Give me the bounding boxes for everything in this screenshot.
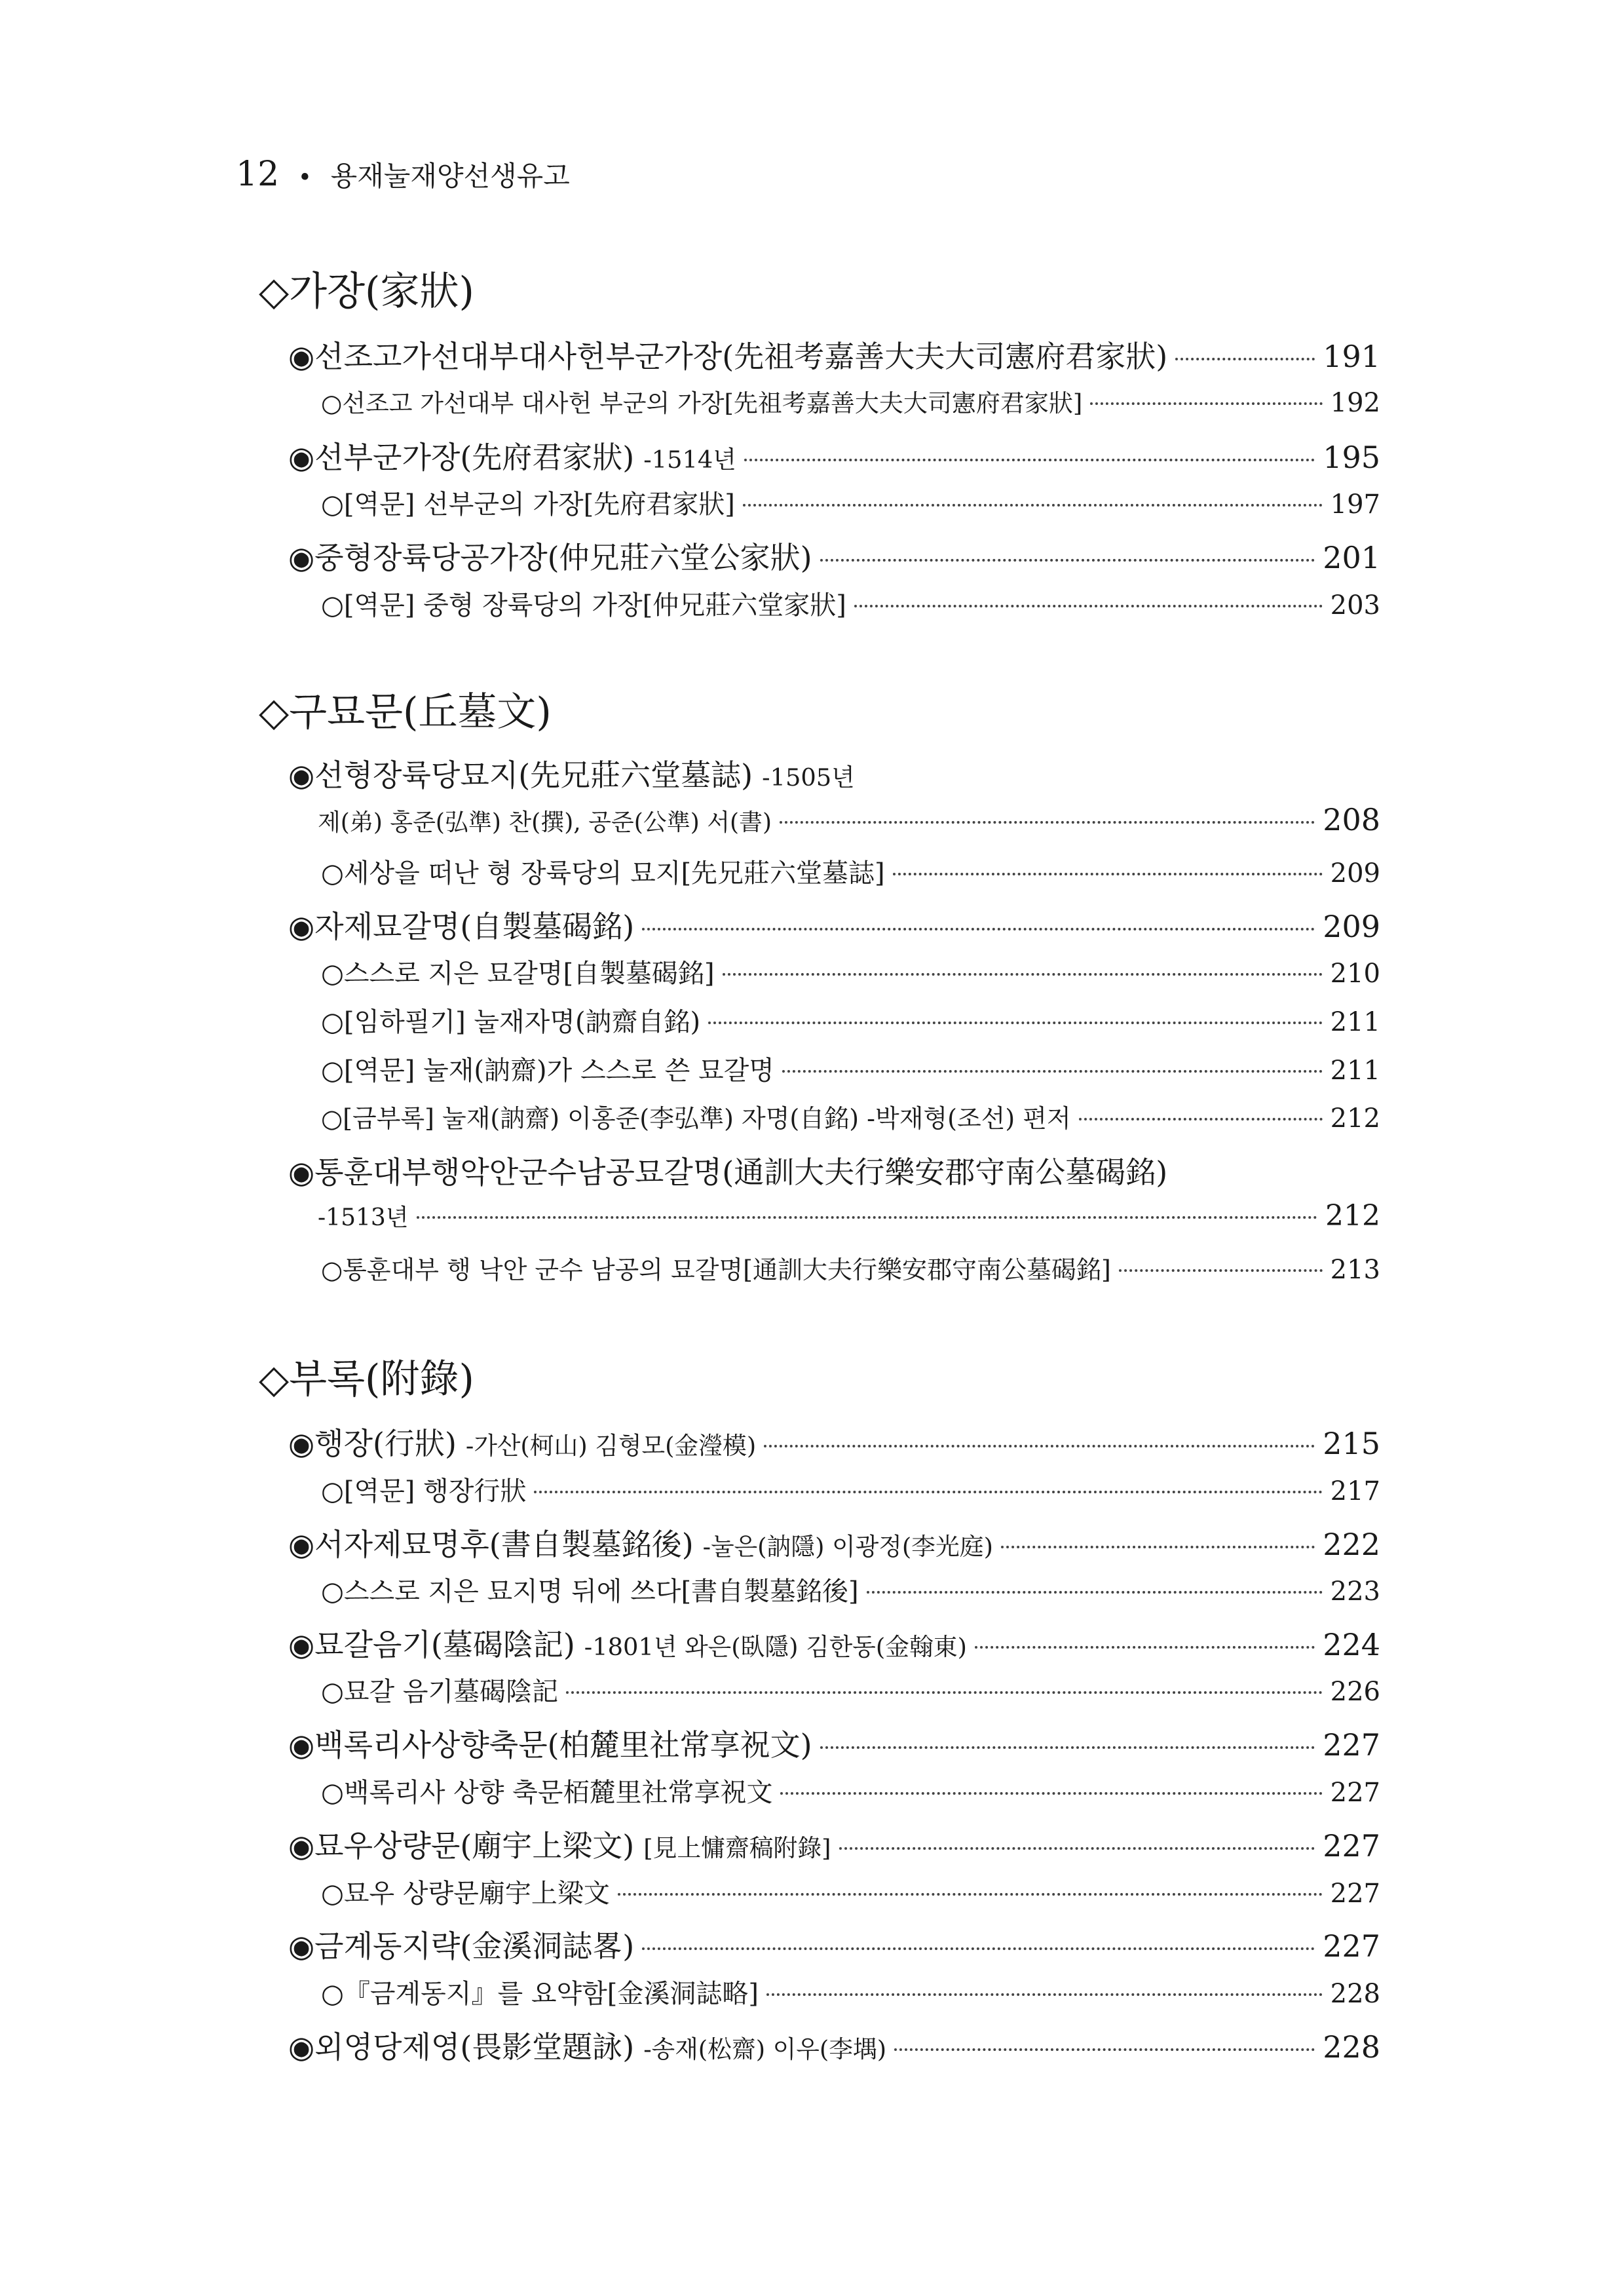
entry-title: ○스스로 지은 묘지명 뒤에 쓰다[書自製墓銘後] xyxy=(321,1577,859,1607)
dot-leader xyxy=(743,504,1323,507)
toc-entry[interactable] xyxy=(288,1822,1380,1863)
dot-leader xyxy=(780,821,1315,824)
entry-page: 201 xyxy=(1323,540,1380,575)
dot-leader xyxy=(780,1792,1322,1795)
toc-entry[interactable] xyxy=(288,1721,1380,1762)
toc-subentry[interactable] xyxy=(321,852,1380,893)
entry-note: -송재(松齋) 이우(李堣) xyxy=(643,2035,887,2063)
entry-title: ◉금계동지략(金溪洞誌畧) xyxy=(288,1928,635,1964)
toc-entry[interactable] xyxy=(288,752,1380,792)
entry-page: 226 xyxy=(1330,1677,1380,1707)
entry-title: ○[역문] 중형 장륙당의 가장[仲兄莊六堂家狀] xyxy=(321,590,846,621)
entry-page: 224 xyxy=(1323,1627,1380,1662)
toc-entry[interactable] xyxy=(288,1420,1380,1461)
dot-leader xyxy=(708,1022,1322,1024)
entry-title: ◉백록리사상향축문(柏麓里社常享祝文) xyxy=(288,1727,812,1763)
toc-entry[interactable] xyxy=(288,1521,1380,1561)
entry-title: ◉서자제묘명후(書自製墓銘後) xyxy=(288,1527,694,1562)
entry-page: 192 xyxy=(1330,388,1380,418)
toc-subentry[interactable] xyxy=(321,1250,1380,1290)
entry-page: 227 xyxy=(1330,1778,1380,1808)
toc-subentry[interactable] xyxy=(321,1772,1380,1812)
entry-page: 197 xyxy=(1330,489,1380,520)
entry-title: ○묘우 상량문廟宇上梁文 xyxy=(321,1879,610,1909)
entry-note: -가산(柯山) 김형모(金瀅模) xyxy=(465,1432,757,1460)
entry-note: -1505년 xyxy=(762,763,855,792)
entry-note: -1801년 와은(臥隱) 김한동(金翰東) xyxy=(584,1633,967,1661)
entry-page: 212 xyxy=(1325,1199,1380,1233)
dot-leader xyxy=(566,1691,1322,1694)
dot-leader xyxy=(642,1947,1315,1950)
dot-leader xyxy=(417,1216,1317,1219)
entry-title: ○[역문] 행장行狀 xyxy=(321,1476,527,1506)
entry-title: ○통훈대부 행 낙안 군수 남공의 묘갈명[通訓大夫行樂安郡守南公墓碣銘] xyxy=(321,1255,1111,1284)
entry-title: ○스스로 지은 묘갈명[自製墓碣銘] xyxy=(321,959,715,989)
entry-page: 228 xyxy=(1330,1979,1380,2009)
dot-leader xyxy=(1090,402,1322,405)
toc-entry[interactable] xyxy=(288,903,1380,944)
entry-note: [見上慵齋稿附錄] xyxy=(643,1834,831,1862)
entry-title: ○[임하필기] 눌재자명(訥齋自銘) xyxy=(321,1007,701,1037)
entry-title: 제(弟) 홍준(弘準) 찬(撰), 공준(公準) 서(書) xyxy=(318,809,772,836)
dot-leader xyxy=(1079,1118,1323,1120)
section-heading: ◇구묘문(丘墓文) xyxy=(259,689,552,735)
dot-leader xyxy=(534,1491,1322,1493)
toc-subentry[interactable] xyxy=(321,1470,1380,1511)
entry-title: ◉선형장륙당묘지(先兄莊六堂墓誌) xyxy=(288,757,753,793)
toc-entry[interactable] xyxy=(288,434,1380,474)
entry-page: 213 xyxy=(1330,1255,1380,1285)
running-head xyxy=(236,155,570,198)
entry-page: 191 xyxy=(1323,339,1380,374)
entry-page: 217 xyxy=(1330,1476,1380,1506)
entry-title: -1513년 xyxy=(318,1204,409,1231)
toc-entry-continuation[interactable] xyxy=(318,1199,1380,1240)
entry-title: ◉묘우상량문(廟宇上梁文) xyxy=(288,1828,635,1864)
entry-title: ○묘갈 음기墓碣陰記 xyxy=(321,1677,559,1707)
toc-subentry[interactable] xyxy=(321,383,1380,424)
entry-page: 203 xyxy=(1330,590,1380,621)
entry-page: 195 xyxy=(1323,440,1380,475)
toc-entry-continuation[interactable] xyxy=(318,802,1380,843)
toc-entry[interactable] xyxy=(288,2023,1380,2064)
entry-title: ◉통훈대부행악안군수남공묘갈명(通訓大夫行樂安郡守南公墓碣銘) xyxy=(288,1155,1168,1190)
entry-title: ○[역문] 선부군의 가장[先府君家狀] xyxy=(321,489,735,520)
header-separator: • xyxy=(297,164,312,191)
dot-leader xyxy=(820,1746,1315,1749)
dot-leader xyxy=(839,1847,1315,1850)
toc-subentry[interactable] xyxy=(321,584,1380,625)
toc-subentry[interactable] xyxy=(321,953,1380,993)
toc-entry[interactable] xyxy=(288,1621,1380,1662)
entry-title: ○[역문] 눌재(訥齋)가 스스로 쓴 묘갈명 xyxy=(321,1056,774,1086)
entry-title: ◉행장(行狀) xyxy=(288,1426,457,1461)
dot-leader xyxy=(782,1070,1323,1073)
entry-page: 227 xyxy=(1323,1727,1380,1763)
dot-leader xyxy=(1175,358,1315,360)
dot-leader xyxy=(820,559,1315,562)
toc-entry[interactable] xyxy=(288,534,1380,575)
dot-leader xyxy=(1001,1546,1315,1548)
entry-page: 209 xyxy=(1330,858,1380,889)
dot-leader xyxy=(642,928,1315,930)
page-number: 12 xyxy=(236,155,280,194)
entry-page: 210 xyxy=(1330,959,1380,989)
toc-subentry[interactable] xyxy=(321,484,1380,524)
entry-page: 227 xyxy=(1330,1879,1380,1909)
entry-page: 227 xyxy=(1323,1828,1380,1864)
entry-title: ○『금계동지』를 요약함[金溪洞誌略] xyxy=(321,1979,759,2009)
entry-title: ◉중형장륙당공가장(仲兄莊六堂公家狀) xyxy=(288,540,812,575)
toc-subentry[interactable] xyxy=(321,1571,1380,1611)
dot-leader xyxy=(867,1591,1323,1594)
entry-title: ◉자제묘갈명(自製墓碣銘) xyxy=(288,909,635,944)
toc-subentry[interactable] xyxy=(321,1098,1380,1139)
entry-page: 211 xyxy=(1330,1056,1380,1086)
toc-entry[interactable] xyxy=(288,1149,1380,1189)
entry-page: 208 xyxy=(1323,802,1380,837)
dot-leader xyxy=(723,973,1323,976)
entry-note: -눌은(訥隱) 이광정(李光庭) xyxy=(702,1533,993,1561)
toc-subentry[interactable] xyxy=(321,1001,1380,1042)
entry-title: ◉선조고가선대부대사헌부군가장(先祖考嘉善大夫大司憲府君家狀) xyxy=(288,339,1168,374)
entry-page: 222 xyxy=(1323,1527,1380,1562)
entry-page: 228 xyxy=(1323,2029,1380,2065)
entry-note: -1514년 xyxy=(643,446,736,474)
entry-title: ○선조고 가선대부 대사헌 부군의 가장[先祖考嘉善大夫大司憲府君家狀] xyxy=(321,389,1083,417)
entry-page: 223 xyxy=(1330,1577,1380,1607)
section-heading: ◇가장(家狀) xyxy=(259,269,474,315)
dot-leader xyxy=(894,2048,1315,2051)
entry-title: ○백록리사 상향 축문栢麓里社常享祝文 xyxy=(321,1778,773,1808)
toc-entry[interactable] xyxy=(288,1923,1380,1963)
dot-leader xyxy=(975,1646,1315,1649)
book-title: 용재눌재양선생유고 xyxy=(330,160,570,192)
entry-title: ○[금부록] 눌재(訥齋) 이홍준(李弘準) 자명(自銘) -박재형(조선) 편저 xyxy=(321,1104,1071,1133)
toc-subentry[interactable] xyxy=(321,1873,1380,1913)
dot-leader xyxy=(854,605,1323,607)
dot-leader xyxy=(764,1445,1315,1447)
section-heading: ◇부록(附錄) xyxy=(259,1356,474,1402)
toc-subentry[interactable] xyxy=(321,1671,1380,1712)
entry-page: 215 xyxy=(1323,1426,1380,1461)
entry-page: 211 xyxy=(1330,1007,1380,1037)
dot-leader xyxy=(744,459,1315,461)
entry-title: ◉선부군가장(先府君家狀) xyxy=(288,440,635,475)
entry-page: 227 xyxy=(1323,1928,1380,1964)
dot-leader xyxy=(893,873,1323,875)
entry-page: 209 xyxy=(1323,909,1380,944)
dot-leader xyxy=(618,1893,1323,1896)
entry-page: 212 xyxy=(1330,1103,1380,1134)
dot-leader xyxy=(1119,1269,1323,1272)
entry-title: ◉묘갈음기(墓碣陰記) xyxy=(288,1627,575,1662)
entry-title: ○세상을 떠난 형 장륙당의 묘지[先兄莊六堂墓誌] xyxy=(321,858,885,889)
toc-subentry[interactable] xyxy=(321,1050,1380,1090)
toc-entry[interactable] xyxy=(288,333,1380,373)
dot-leader xyxy=(766,1993,1323,1996)
toc-subentry[interactable] xyxy=(321,1973,1380,2014)
entry-title: ◉외영당제영(畏影堂題詠) xyxy=(288,2029,635,2065)
